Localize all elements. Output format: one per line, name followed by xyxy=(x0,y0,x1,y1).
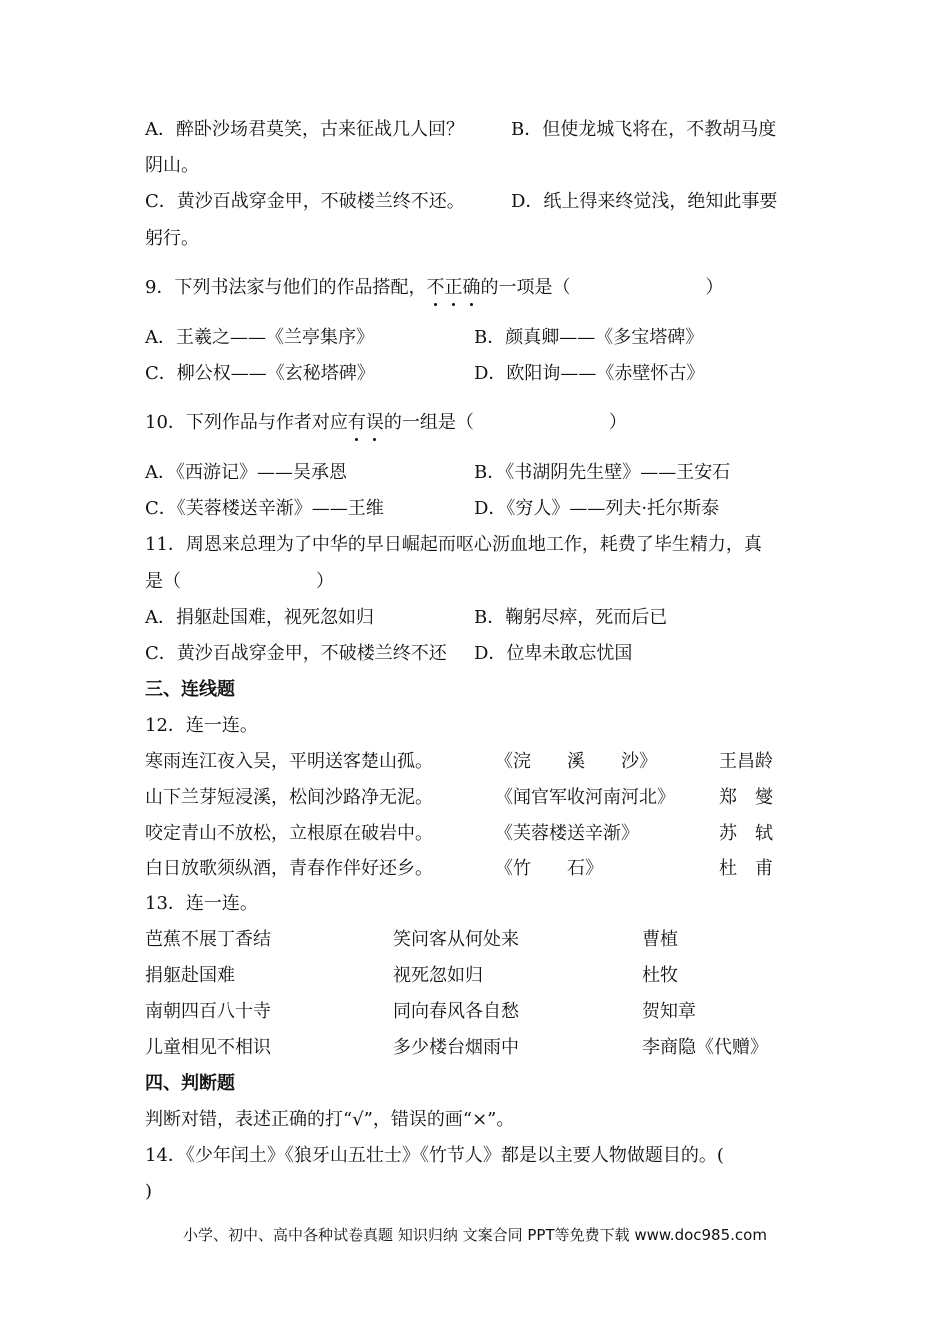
q11-option-d: D．位卑未敢忘忧国 xyxy=(474,643,633,664)
q13-author[interactable]: 贺知章 xyxy=(642,1001,696,1022)
q11-option-b: B．鞠躬尽瘁，死而后已 xyxy=(474,607,668,628)
q9-stem-pre: 9．下列书法家与他们的作品搭配， xyxy=(145,277,427,298)
q10-option-b: B．《书湖阴先生壁》——王安石 xyxy=(474,462,731,483)
q13-second-half[interactable]: 同向春风各自愁 xyxy=(393,1001,519,1022)
q10-emphasis-char: 误 xyxy=(365,412,384,433)
q11-option-c: C．黄沙百战穿金甲，不破楼兰终不还 xyxy=(145,643,447,664)
q10-emphasis-char: 有 xyxy=(347,412,366,433)
q14-stem: 14．《少年闰土》《狼牙山五壮士》《竹节人》都是以主要人物做题目的。( xyxy=(145,1145,724,1166)
q13-author[interactable]: 杜牧 xyxy=(642,965,678,986)
q13-author[interactable]: 曹植 xyxy=(642,929,678,950)
q12-poem-line[interactable]: 寒雨连江夜入吴，平明送客楚山孤。 xyxy=(145,751,433,772)
q10-option-a: A．《西游记》——吴承恩 xyxy=(145,462,347,483)
q10-stem-pre: 10．下列作品与作者对应 xyxy=(145,412,348,433)
q13-first-half[interactable]: 南朝四百八十寺 xyxy=(145,1001,271,1022)
q9-close-paren: ） xyxy=(705,277,724,298)
q9-emphasis-char: 不 xyxy=(426,277,445,298)
q9-option-a: A．王羲之——《兰亭集序》 xyxy=(145,327,374,348)
q9-emphasis-char: 正 xyxy=(444,277,463,298)
q12-poet[interactable]: 杜 甫 xyxy=(719,858,773,879)
q12-poem-line[interactable]: 山下兰芽短浸溪，松间沙路净无泥。 xyxy=(145,787,433,808)
q8-option-c: C．黄沙百战穿金甲，不破楼兰终不还。 xyxy=(145,191,465,212)
q9-emphasis-char: 确 xyxy=(462,277,481,298)
q12-poet[interactable]: 王昌龄 xyxy=(719,751,773,772)
q12-poem-title[interactable]: 《浣 溪 沙》 xyxy=(495,751,657,772)
q13-first-half[interactable]: 捐躯赴国难 xyxy=(145,965,235,986)
q11-option-a: A．捐躯赴国难，视死忽如归 xyxy=(145,607,374,628)
q13-first-half[interactable]: 儿童相见不相识 xyxy=(145,1037,271,1058)
q12-poet[interactable]: 郑 燮 xyxy=(719,787,773,808)
q9-stem xyxy=(145,276,723,300)
q11-stem: 11．周恩来总理为了中华的早日崛起而呕心沥血地工作，耗费了毕生精力，真 xyxy=(145,534,762,555)
q8-option-b-cont: 阴山。 xyxy=(145,155,199,176)
q12-poet[interactable]: 苏 轼 xyxy=(719,823,773,844)
judgement-instructions: 判断对错，表述正确的打“√”，错误的画“×”。 xyxy=(145,1109,515,1130)
q9-option-b: B．颜真卿——《多宝塔碑》 xyxy=(474,327,704,348)
q8-option-a: A．醉卧沙场君莫笑，古来征战几人回？ xyxy=(145,119,464,140)
q9-option-c: C．柳公权——《玄秘塔碑》 xyxy=(145,363,375,384)
q8-option-d: D．纸上得来终觉浅，绝知此事要 xyxy=(511,191,778,212)
q11-stem-open: 是（ xyxy=(145,571,181,592)
q11-close-paren: ） xyxy=(316,571,334,592)
q11-stem-line2 xyxy=(145,570,334,594)
section-heading-judgement: 四、判断题 xyxy=(145,1073,235,1094)
q13-second-half[interactable]: 多少楼台烟雨中 xyxy=(393,1037,519,1058)
q10-stem xyxy=(145,411,627,435)
page-footer: 小学、初中、高中各种试卷真题 知识归纳 文案合同 PPT等免费下载 www.doc985.com xyxy=(183,1226,767,1244)
q10-close-paren: ） xyxy=(608,412,627,433)
q13-second-half[interactable]: 视死忽如归 xyxy=(393,965,483,986)
section-heading-matching: 三、连线题 xyxy=(145,679,235,700)
q12-poem-title[interactable]: 《竹 石》 xyxy=(495,858,603,879)
q8-option-d-cont: 躬行。 xyxy=(145,228,199,249)
q12-poem-title[interactable]: 《闻官军收河南河北》 xyxy=(495,787,675,808)
q12-poem-line[interactable]: 咬定青山不放松，立根原在破岩中。 xyxy=(145,823,433,844)
q9-stem-post: 的一项是（ xyxy=(480,277,571,298)
q13-second-half[interactable]: 笑问客从何处来 xyxy=(393,929,519,950)
q8-option-b: B．但使龙城飞将在，不教胡马度 xyxy=(511,119,777,140)
q13-title: 13．连一连。 xyxy=(145,893,258,914)
q13-author[interactable]: 李商隐《代赠》 xyxy=(642,1037,768,1058)
q12-title: 12．连一连。 xyxy=(145,715,258,736)
q12-poem-title[interactable]: 《芙蓉楼送辛渐》 xyxy=(495,823,639,844)
q10-option-d: D．《穷人》——列夫·托尔斯泰 xyxy=(474,498,720,519)
q10-option-c: C．《芙蓉楼送辛渐》——王维 xyxy=(145,498,384,519)
q13-first-half[interactable]: 芭蕉不展丁香结 xyxy=(145,929,271,950)
q12-poem-line[interactable]: 白日放歌须纵酒，青春作伴好还乡。 xyxy=(145,858,433,879)
q10-stem-post: 的一组是（ xyxy=(383,412,474,433)
q14-answer-close[interactable]: ) xyxy=(145,1181,153,1202)
q9-option-d: D．欧阳询——《赤壁怀古》 xyxy=(474,363,705,384)
